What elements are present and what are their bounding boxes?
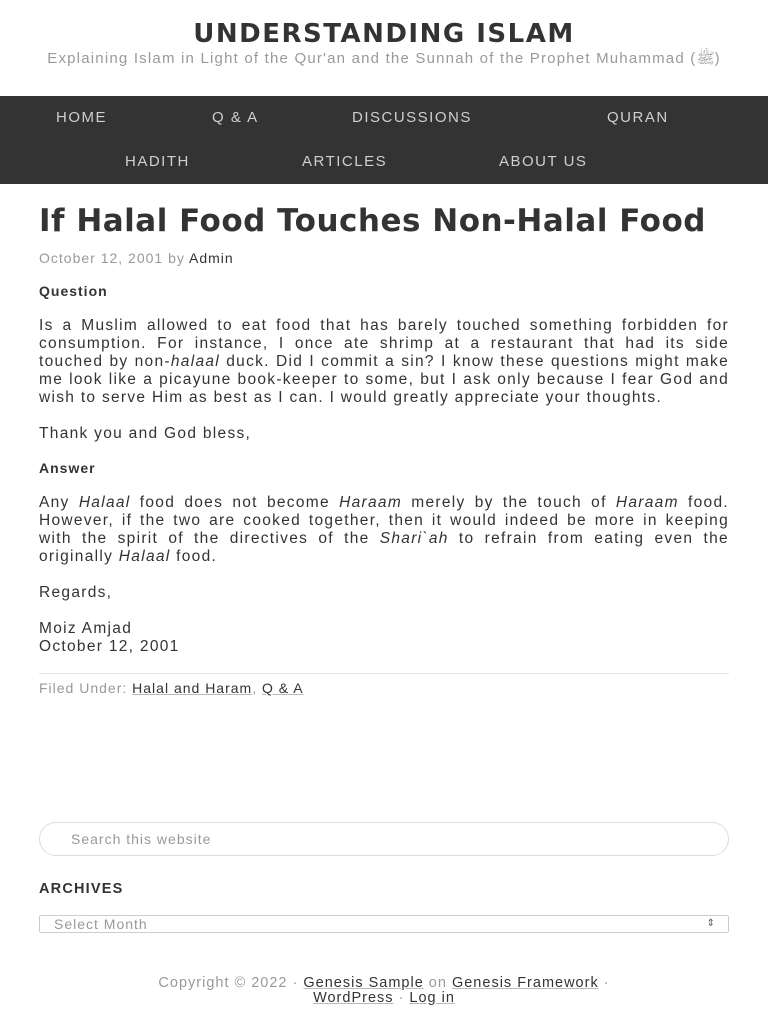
login-link[interactable]: Log in [409,990,455,1006]
copyright-text: Copyright © 2022 · [158,975,299,991]
search-input[interactable] [39,822,729,856]
signature-date: October 12, 2001 [39,638,180,655]
post-by: by [168,250,185,266]
framework-link[interactable]: Genesis Framework [451,975,599,991]
filed-under-label: Filed Under: [39,680,128,696]
footer-line-2: WordPress · Log in [313,990,455,1006]
site-footer [0,976,768,1006]
nav-item-home[interactable]: HOME [56,109,107,126]
nav-item-discussions[interactable]: DISCUSSIONS [352,109,472,126]
site-title[interactable]: UNDERSTANDING ISLAM [193,19,575,49]
select-arrows-icon: ⇕ [706,918,716,929]
wordpress-link[interactable]: WordPress [313,990,394,1006]
filed-under: Filed Under: Halal and Haram, Q & A [39,680,304,696]
entry-footer-divider [39,673,729,674]
regards-text: Regards, [39,584,113,601]
archives-select[interactable] [39,915,729,933]
answer-label: Answer [39,460,96,476]
archives-selected-value: Select Month [54,916,148,932]
post-author-link[interactable]: Admin [189,250,234,266]
nav-item-articles[interactable]: ARTICLES [302,153,388,170]
nav-item-qa[interactable]: Q & A [212,109,259,126]
category-link-halal-haram[interactable]: Halal and Haram [132,680,253,696]
post-content [39,203,729,696]
nav-item-about-us[interactable]: ABOUT US [499,153,588,170]
nav-item-quran[interactable]: QURAN [607,109,669,126]
question-text: Is a Muslim allowed to eat food that has barely touched something forbidden for consumption. For instance, I once ate shrimp at a restaurant that had its side touched by non-halaal duck. Did I commit a sin? I know these questions might make me look like a picayune book-keeper to some, but I ask only because I fear God and wish to serve Him as best as I can. I would greatly appreciate your thoughts. [39,317,729,406]
post-date: October 12, 2001 [39,250,164,266]
archives-heading: ARCHIVES [39,881,124,897]
answer-text: Any Halaal food does not become Haraam merely by the touch of Haraam food. However, if the two are cooked together, then it would indeed be more in keeping with the spirit of the directives of the Shari`ah to refrain from eating even the originally Halaal food. [39,494,729,565]
site-header [0,0,768,78]
theme-link[interactable]: Genesis Sample [303,975,424,991]
thanks-text: Thank you and God bless, [39,425,252,442]
site-tagline: Explaining Islam in Light of the Qur'an and the Sunnah of the Prophet Muhammad (ﷺ) [47,50,721,67]
nav-item-hadith[interactable]: HADITH [125,153,190,170]
main-nav [0,96,768,184]
category-link-qa[interactable]: Q & A [262,680,304,696]
post-title: If Halal Food Touches Non-Halal Food [39,203,706,239]
signature-name: Moiz Amjad [39,620,133,637]
post-meta [39,250,729,266]
footer-line-1: Copyright © 2022 · Genesis Sample on Genesis Framework · [158,975,610,991]
footer-on-text: on [428,975,447,991]
question-label: Question [39,283,108,299]
